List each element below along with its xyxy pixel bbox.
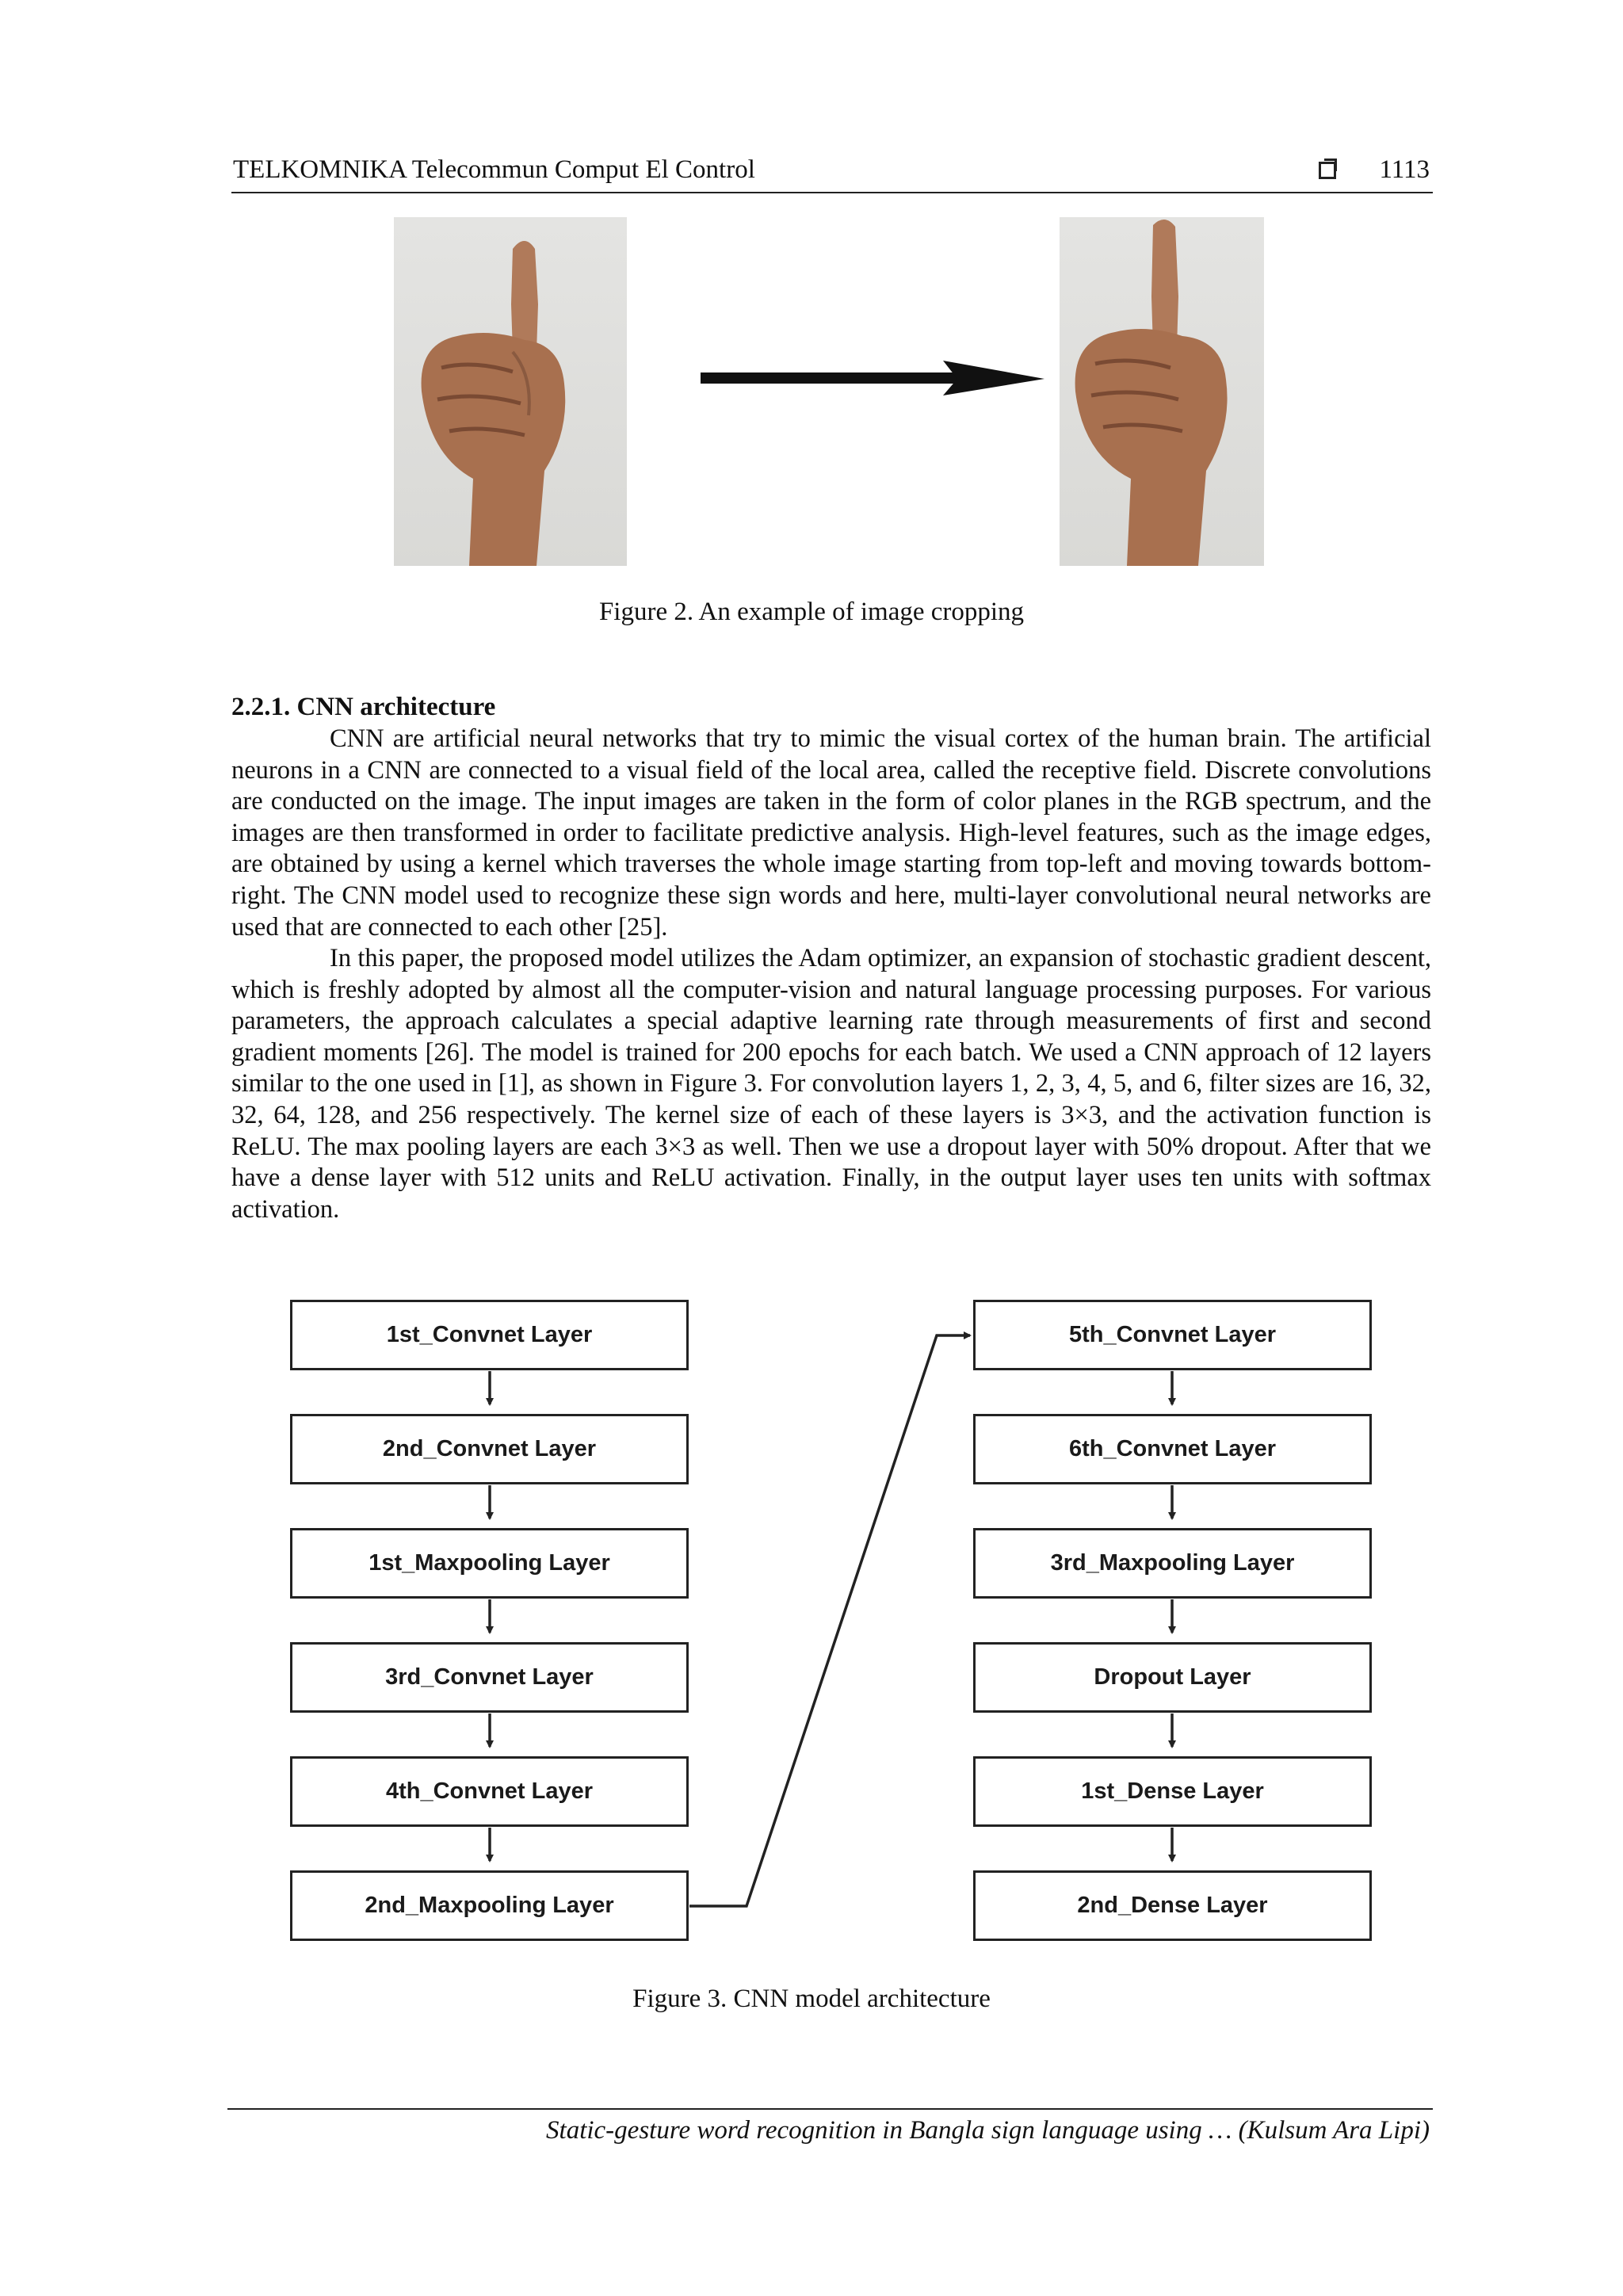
running-title: Static-gesture word recognition in Bangla sign language using … (Kulsum Ara Lipi)	[546, 2116, 1430, 2145]
page-header	[231, 152, 1433, 193]
layer-box-2nd-dense: 2nd_Dense Layer	[973, 1870, 1372, 1941]
architecture-connectors	[285, 1292, 1379, 1950]
layer-box-6th-convnet: 6th_Convnet Layer	[973, 1414, 1372, 1484]
figure-2-caption: Figure 2. An example of image cropping	[598, 598, 1025, 626]
checkbox-icon	[1319, 162, 1336, 179]
layer-box-2nd-convnet: 2nd_Convnet Layer	[290, 1414, 689, 1484]
arrow-icon	[696, 361, 1044, 397]
journal-title: TELKOMNIKA Telecommun Comput El Control	[233, 155, 755, 184]
layer-box-1st-dense: 1st_Dense Layer	[973, 1756, 1372, 1827]
layer-box-5th-convnet: 5th_Convnet Layer	[973, 1300, 1372, 1370]
layer-box-3rd-maxpooling: 3rd_Maxpooling Layer	[973, 1528, 1372, 1599]
page-footer	[227, 2108, 1433, 2145]
section-heading: 2.2.1. CNN architecture	[231, 693, 496, 721]
layer-box-3rd-convnet: 3rd_Convnet Layer	[290, 1642, 689, 1713]
layer-box-4th-convnet: 4th_Convnet Layer	[290, 1756, 689, 1827]
cnn-architecture-diagram	[285, 1292, 1379, 1950]
page-number: 1113	[1379, 155, 1430, 184]
original-hand-photo	[394, 217, 627, 566]
paragraph-1: CNN are artificial neural networks that try to mimic the visual cortex of the human brain. The artificial neurons in a CNN are connected to a visual field of the local area, called the receptive field. Discrete convolutions are conducted on the image. The input images are taken in the form of color planes in the RGB spectrum, and the images are then transformed in order to facilitate predictive analysis. High-level features, such as the image edges, are obtained by using a kernel which traverses the whole image starting from top-left and moving towards bottom-right. The CNN model used to recognize these sign words and here, multi-layer convolutional neural networks are used that are connected to each other [25].	[231, 724, 1431, 942]
layer-box-1st-convnet: 1st_Convnet Layer	[290, 1300, 689, 1370]
paragraph-2: In this paper, the proposed model utilizes the Adam optimizer, an expansion of stochastic gradient descent, which is freshly adopted by almost all the computer-vision and natural language processing purposes. For various parameters, the approach calculates a special adaptive learning rate through measurements of first and second gradient moments [26]. The model is trained for 200 epochs for each batch. We used a CNN approach of 12 layers similar to the one used in [1], as shown in Figure 3. For convolution layers 1, 2, 3, 4, 5, and 6, filter sizes are 16, 32, 32, 64, 128, and 256 respectively. The kernel size of each of these layers is 3×3, and the activation function is ReLU. The max pooling layers are each 3×3 as well. Then we use a dropout layer with 50% dropout. After that we have a dense layer with 512 units and ReLU activation. Finally, in the output layer uses ten units with softmax activation.	[231, 944, 1431, 1224]
cropped-hand-photo	[1060, 217, 1264, 566]
layer-box-2nd-maxpooling: 2nd_Maxpooling Layer	[290, 1870, 689, 1941]
layer-box-dropout: Dropout Layer	[973, 1642, 1372, 1713]
layer-box-1st-maxpooling: 1st_Maxpooling Layer	[290, 1528, 689, 1599]
figure-3-caption: Figure 3. CNN model architecture	[632, 1985, 991, 2013]
